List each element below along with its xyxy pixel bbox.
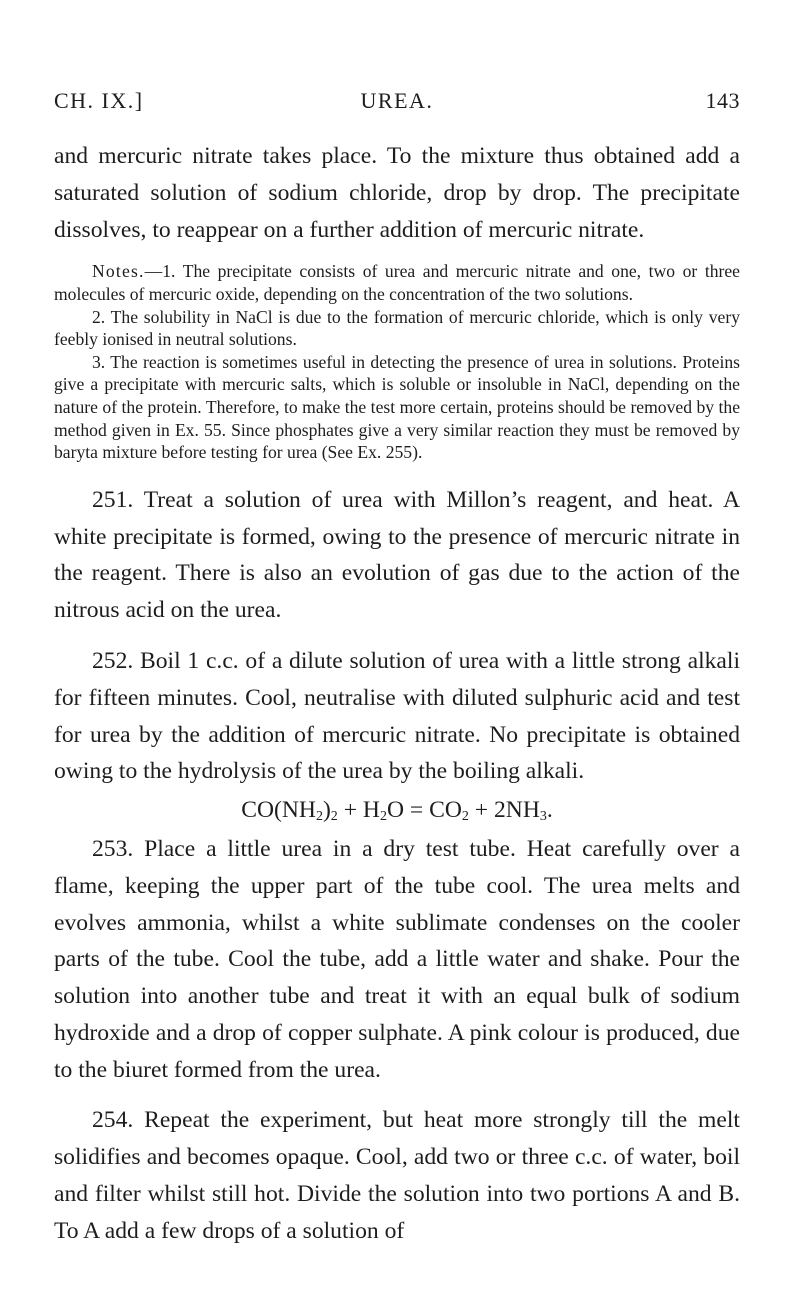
experiment-254: 254. Repeat the experiment, but heat more strongly till the melt solidifies and becomes opaque. Cool, add two or three c.c. of water, boil and filter whilst still hot. Divide the solution into two portions A and B. To A add a few drops of a solution of [54,1107,740,1244]
note-1 [54,260,740,305]
note-3: 3. The reaction is sometimes useful in detecting the presence of urea in solutions. Proteins give a precipitate with mercuric salts, which is soluble or insoluble in NaCl, depending on the nature of the protein. Therefore, to make the test more certain, proteins should be removed by the method given in Ex. 55. Since phosphates give a very similar reaction they must be removed by baryta mixture before testing for urea (See Ex. 255). [54,351,740,463]
note-1-text: —1. The precipitate consists of urea and mercuric nitrate and one, two or three molecules of mercuric oxide, depending on the concentration of the two solutions. [54,261,740,304]
hydrolysis-equation: $CO(NH_2)_2 + H_2O = CO_2 + 2NH_3$. [241,797,553,825]
experiment-253: 253. Place a little urea in a dry test tube. Heat carefully over a flame, keeping the upper part of the tube cool. The urea melts and evolves ammonia, whilst a white sublimate condenses on the cooler parts of the tube. Cool the tube, add a little water and shake. Pour the solution into another tube and treat it with an equal bulk of sodium hydroxide and a drop of copper sulphate. A pink colour is produced, due to the biuret formed from the urea. [54,835,740,1083]
note-2: 2. The solubility in NaCl is due to the formation of mercuric chloride, which is only very feebly ionised in neutral solutions. [54,306,740,350]
body-text [54,138,740,1250]
running-head [54,88,740,118]
experiment-251: 251. Treat a solution of urea with Millon’s reagent, and heat. A white precipitate is formed, owing to the presence of mercuric nitrate in the reagent. There is also an evolution of gas due to the action of the nitrous acid on the urea. [54,486,740,624]
running-title: UREA. [360,88,434,113]
chapter-label: CH. IX.] [54,88,144,113]
notes-label: Notes. [92,261,145,282]
page-number: 143 [705,88,740,113]
intro-paragraph: and mercuric nitrate takes place. To the mixture thus obtained add a saturated solution of sodium chloride, drop by drop. The precipitate dissolves, to reappear on a further addition of mercuric nitrate. [54,143,740,243]
experiment-252: 252. Boil 1 c.c. of a dilute solution of urea with a little strong alkali for fifteen minutes. Cool, neutralise with diluted sulphuric acid and test for urea by the addition of mercuric nitrate. No precipitate is obtained owing to the hydrolysis of the urea by the boiling alkali. [54,647,740,785]
